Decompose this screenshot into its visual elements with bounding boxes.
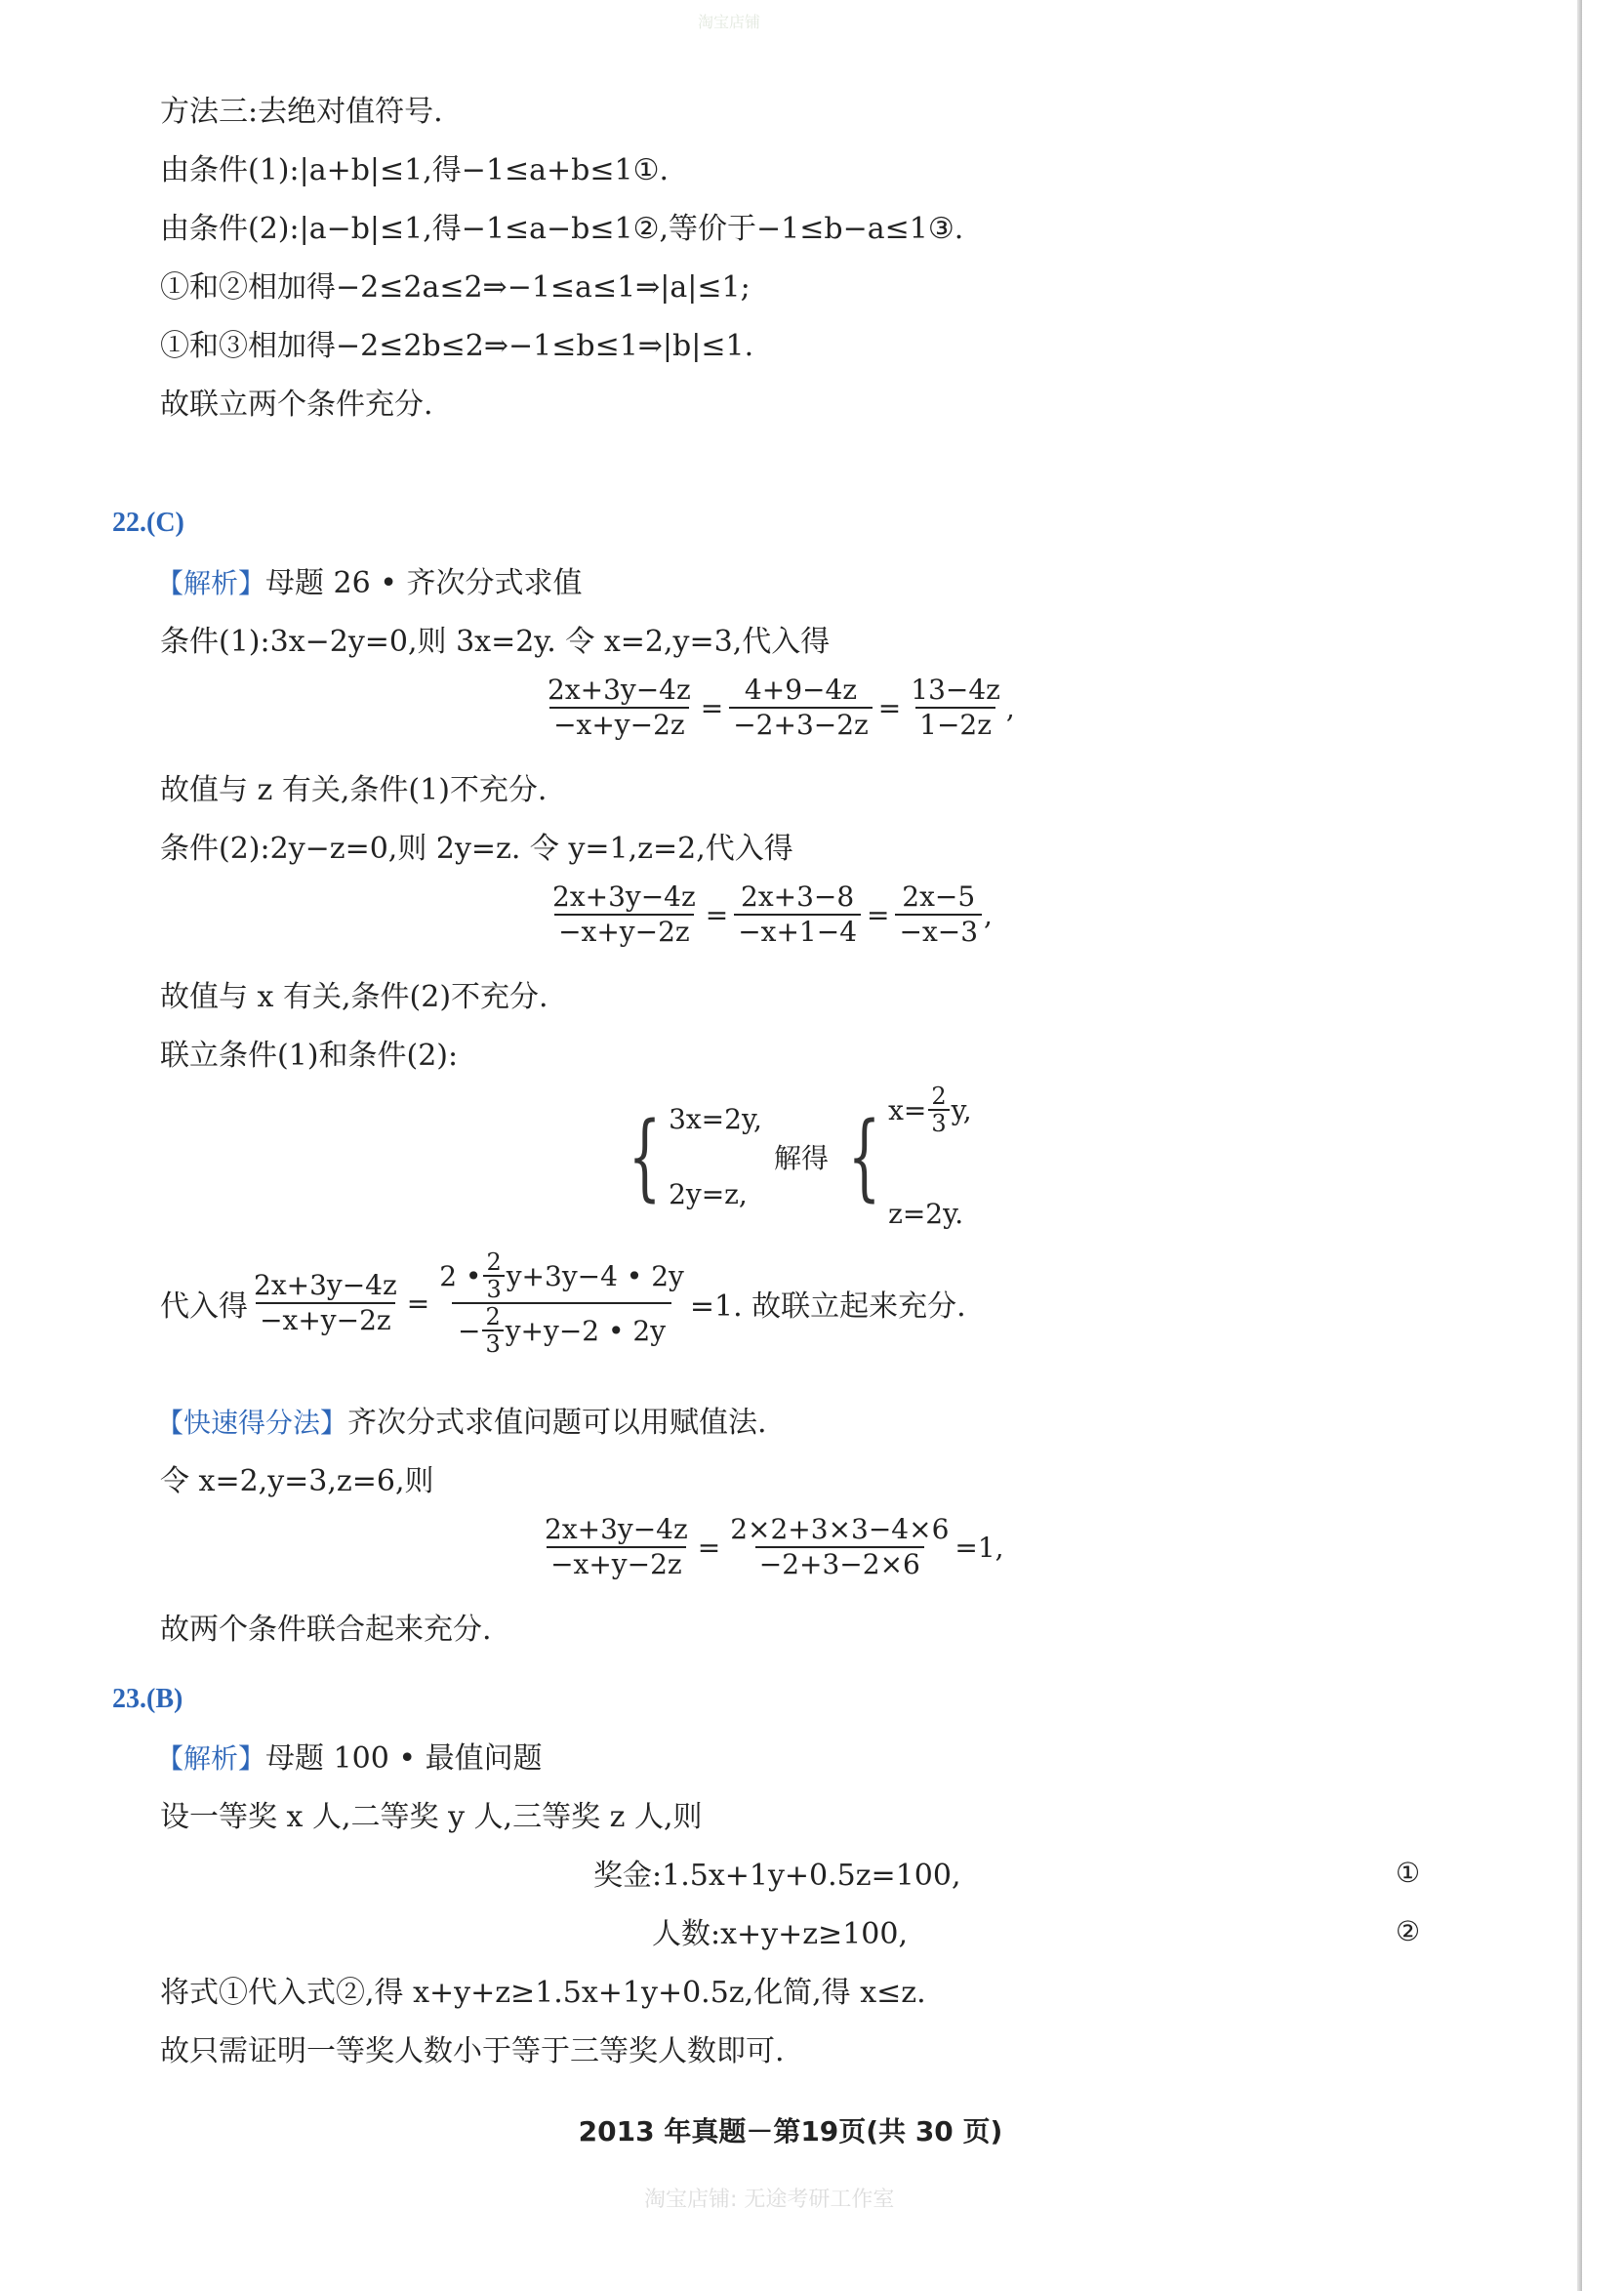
q22-analysis-label: 【解析】 <box>156 567 266 599</box>
q22-cond2-result: 故值与 x 有关,条件(2)不充分. <box>160 980 548 1014</box>
eq1-frac2: $\frac{4+9-4z}{-2+3-2z}$ <box>729 674 873 742</box>
sub-bigfrac: 2 • 2 3 y+3y−4 • 2y − $\frac{2}{3}$ y+y−2 • 2y <box>439 1248 684 1358</box>
q23-analysis <box>156 1739 543 1779</box>
q22-assign: 令 x=2,y=3,z=6,则 <box>160 1464 434 1498</box>
q23-eq-money: 奖金:1.5x+1y+0.5z=100, <box>593 1859 961 1893</box>
q22-quick-label: 【快速得分法】 <box>156 1407 348 1439</box>
q23-eq-people: 人数:x+y+z≥100, <box>652 1917 908 1951</box>
system-right2: z=2y. <box>888 1198 964 1230</box>
system-solve: 解得 <box>773 1142 829 1174</box>
watermark-top: 淘宝店铺 <box>698 13 761 31</box>
system-left1: 3x=2y, <box>669 1103 762 1135</box>
q22-cond1-result: 故值与 z 有关,条件(1)不充分. <box>160 773 548 807</box>
eq1-frac3: $\frac{13-4z}{1-2z}$ <box>911 674 1000 741</box>
system-left2: 2y=z, <box>669 1178 748 1210</box>
method3-line5: ①和③相加得−2≤2b≤2⇒−1≤b≤1⇒|b|≤1. <box>160 329 754 363</box>
eq1-frac1: $\frac{2x+3y-4z}{-x+y-2z}$ <box>548 674 691 741</box>
watermark-bottom: 淘宝店铺: 无途考研工作室 <box>644 2188 895 2212</box>
q22-number: 22.(C) <box>112 508 184 538</box>
method3-line1: 方法三:去绝对值符号. <box>160 95 443 129</box>
q22-quick <box>156 1404 767 1443</box>
q23-eq-money-no: ① <box>1396 1857 1421 1889</box>
system-right1: x= $\frac{2}{3}$ y, <box>888 1083 972 1137</box>
eq2-frac3: $\frac{2x-5}{-x-3}$ <box>895 880 982 949</box>
eq2-frac1: $\frac{2x+3y-4z}{-x+y-2z}$ <box>552 880 696 948</box>
q22-cond1: 条件(1):3x−2y=0,则 3x=2y. 令 x=2,y=3,代入得 <box>160 625 831 659</box>
q22-substitute: 代入得 $\frac{2x+3y-4z}{-x+y-2z}$ = 2 • 2 3 y+3y−4 • 2y − $\frac{2}{3}$ y+y−2 • 2y =1. 故联立起来充分. <box>160 1248 966 1358</box>
q23-analysis-label: 【解析】 <box>156 1742 266 1775</box>
q23-need: 故只需证明一等奖人数小于等于三等奖人数即可. <box>160 2034 785 2068</box>
method3-line2: 由条件(1):|a+b|≤1,得−1≤a+b≤1①. <box>160 153 670 187</box>
q22-cond2: 条件(2):2y−z=0,则 2y=z. 令 y=1,z=2,代入得 <box>160 832 793 866</box>
q22-conclusion: 故两个条件联合起来充分. <box>160 1613 492 1647</box>
q22-analysis-text: 母题 26 • 齐次分式求值 <box>265 566 583 600</box>
sub-frac1: $\frac{2x+3y-4z}{-x+y-2z}$ <box>254 1269 397 1336</box>
q22-analysis <box>156 564 583 603</box>
method3-line3: 由条件(2):|a−b|≤1,得−1≤a−b≤1②,等价于−1≤b−a≤1③. <box>160 212 964 246</box>
q23-setup: 设一等奖 x 人,二等奖 y 人,三等奖 z 人,则 <box>160 1800 703 1834</box>
brace-left: { <box>628 1102 662 1211</box>
eq3-frac2: $\frac{2\times 2+3\times 3-4\times 6}{-2+3-2\times 6}$ <box>730 1513 950 1580</box>
method3-line4: ①和②相加得−2≤2a≤2⇒−1≤a≤1⇒|a|≤1; <box>160 270 751 305</box>
q22-eq2: $\frac{2x+3y-4z}{-x+y-2z}$ = $\frac{2x+3-8}{-x+1-4}$ = $\frac{2x-5}{-x-3}$ , <box>547 880 993 949</box>
eq2-frac2: $\frac{2x+3-8}{-x+1-4}$ <box>734 880 861 949</box>
page-footer: 2013 年真题－第19页(共 30 页) <box>578 2115 1003 2148</box>
page-edge <box>1577 0 1582 2291</box>
q22-eq1: $\frac{2x+3y-4z}{-x+y-2z}$ = $\frac{4+9-4z}{-2+3-2z}$ = $\frac{13-4z}{1-2z}$ , <box>542 674 1015 742</box>
method3-line6: 故联立两个条件充分. <box>160 388 433 422</box>
q22-combine: 联立条件(1)和条件(2): <box>160 1039 459 1073</box>
q22-system <box>615 1084 972 1230</box>
q23-analysis-text: 母题 100 • 最值问题 <box>265 1741 543 1776</box>
eq3-frac1: $\frac{2x+3y-4z}{-x+y-2z}$ <box>545 1513 688 1580</box>
q22-eq3: $\frac{2x+3y-4z}{-x+y-2z}$ = $\frac{2\times 2+3\times 3-4\times 6}{-2+3-2\times 6}$ =1, <box>539 1513 1004 1581</box>
q23-number: 23.(B) <box>112 1684 183 1714</box>
brace-right: { <box>847 1102 881 1211</box>
q22-quick-text: 齐次分式求值问题可以用赋值法. <box>347 1406 767 1440</box>
q23-derive: 将式①代入式②,得 x+y+z≥1.5x+1y+0.5z,化简,得 x≤z. <box>160 1976 926 2010</box>
q23-eq-people-no: ② <box>1396 1915 1421 1947</box>
